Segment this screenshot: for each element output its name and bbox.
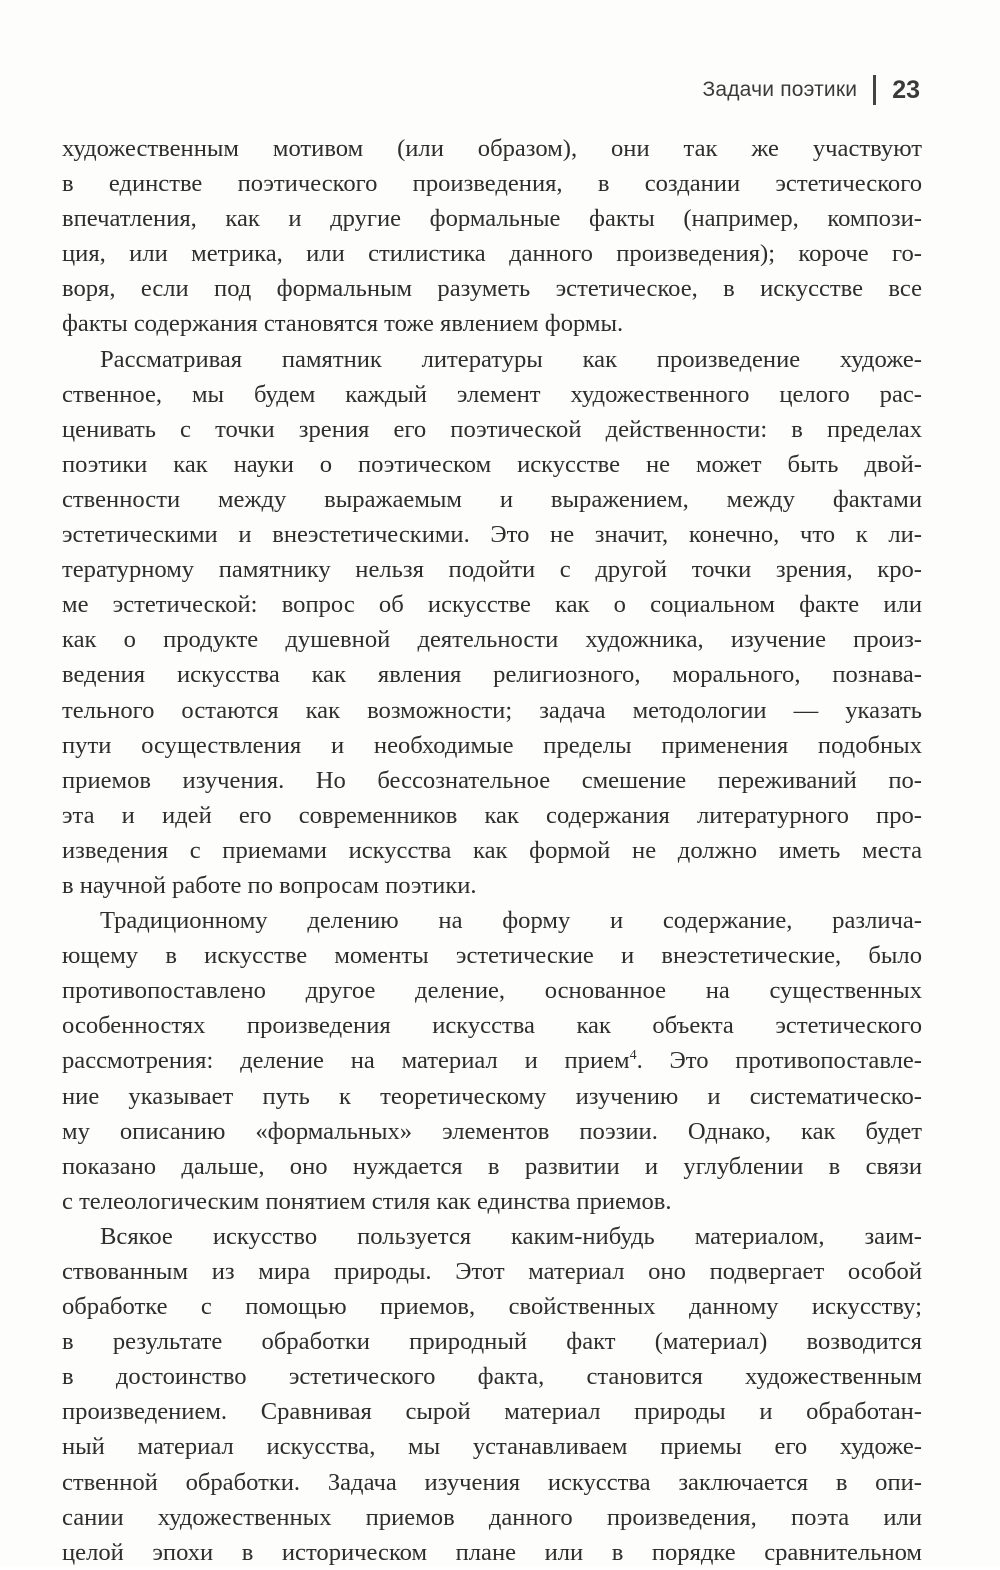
text-line: ственности между выражаемым и выражением, между фактами	[62, 485, 922, 513]
text-line: ственное, мы будем каждый элемент художественного целого рас-	[62, 380, 922, 408]
footnote-reference[interactable]: 4	[629, 1048, 637, 1064]
text-line: показано дальше, оно нуждается в развитии и углублении в связи	[62, 1152, 922, 1180]
text-line: факты содержания становятся тоже явлением формы.	[62, 310, 624, 338]
text-line: эстетическими и внеэстетическими. Это не значит, конечно, что к ли-	[62, 521, 922, 549]
text-line: с телеологическим понятием стиля как единства приемов.	[62, 1187, 672, 1215]
text-line: поэтики как науки о поэтическом искусстве не может быть двой-	[62, 450, 922, 478]
text-line: как о продукте душевной деятельности художника, изучение произ-	[62, 626, 922, 654]
text-line: ме эстетической: вопрос об искусстве как о социальном факте или	[62, 591, 922, 619]
body-text	[62, 131, 922, 1570]
text-line: воря, если под формальным разуметь эстетическое, в искусстве все	[62, 275, 922, 303]
page-number: 23	[892, 75, 920, 104]
text-line: ценивать с точки зрения его поэтической действенности: в пределах	[62, 415, 922, 443]
text-line: особенностях произведения искусства как объекта эстетического	[62, 1012, 922, 1040]
running-title: Задачи поэтики	[702, 78, 858, 101]
running-head	[702, 70, 920, 110]
text-line: изведения с приемами искусства как формой не должно иметь места	[62, 836, 922, 864]
text-line: тельного остаются как возможности; задача методологии — указать	[62, 696, 922, 724]
text-line: тературному памятнику нельзя подойти с другой точки зрения, кро-	[62, 556, 922, 584]
text-line: сании художественных приемов данного произведения, поэта или	[62, 1503, 922, 1531]
text-line: ция, или метрика, или стилистика данного произведения); короче го-	[62, 240, 922, 268]
text-line: ющему в искусстве моменты эстетические и внеэстетические, было	[62, 942, 922, 970]
text-line-start: рассмотрения: деление на материал и прием	[62, 1047, 630, 1075]
text-line	[62, 1043, 922, 1078]
text-line: ный материал искусства, мы устанавливаем приемы его художе-	[62, 1433, 922, 1461]
text-line: Всякое искусство пользуется каким-нибудь материалом, заим-	[100, 1222, 922, 1250]
text-line: произведением. Сравнивая сырой материал природы и обработан-	[62, 1398, 922, 1426]
text-line: эта и идей его современников как содержания литературного про-	[62, 801, 922, 829]
text-line: приемов изучения. Но бессознательное смешение переживаний по-	[62, 766, 922, 794]
text-line: в результате обработки природный факт (материал) возводится	[62, 1328, 922, 1356]
text-line: противопоставлено другое деление, основанное на существенных	[62, 977, 922, 1005]
text-line: ствованным из мира природы. Этот материал оно подвергает особой	[62, 1258, 922, 1285]
text-line-end: . Это противопоставле-	[636, 1047, 922, 1075]
text-line: ственной обработки. Задача изучения искусства заключается в опи-	[62, 1468, 922, 1496]
text-line: пути осуществления и необходимые пределы применения подобных	[62, 731, 922, 759]
text-line: Рассматривая памятник литературы как произведение художе-	[100, 345, 922, 373]
text-line: Традиционному делению на форму и содержание, различа-	[100, 907, 922, 935]
text-line: целой эпохи в историческом плане или в порядке сравнительном	[62, 1538, 922, 1566]
text-line: впечатления, как и другие формальные факты (например, компози-	[62, 205, 922, 233]
text-line: му описанию «формальных» элементов поэзии. Однако, как будет	[62, 1117, 922, 1145]
text-line: в научной работе по вопросам поэтики.	[62, 871, 477, 899]
text-line: художественным мотивом (или образом), они так же участвуют	[62, 135, 922, 162]
text-line: в достоинство эстетического факта, становится художественным	[62, 1363, 922, 1391]
header-divider	[873, 75, 876, 105]
text-line: ние указывает путь к теоретическому изучению и систематическо-	[62, 1082, 922, 1110]
text-line: обработке с помощью приемов, свойственных данному искусству;	[62, 1293, 922, 1321]
text-line: ведения искусства как явления религиозного, морального, познава-	[62, 661, 922, 689]
text-line: в единстве поэтического произведения, в создании эстетического	[62, 170, 922, 198]
